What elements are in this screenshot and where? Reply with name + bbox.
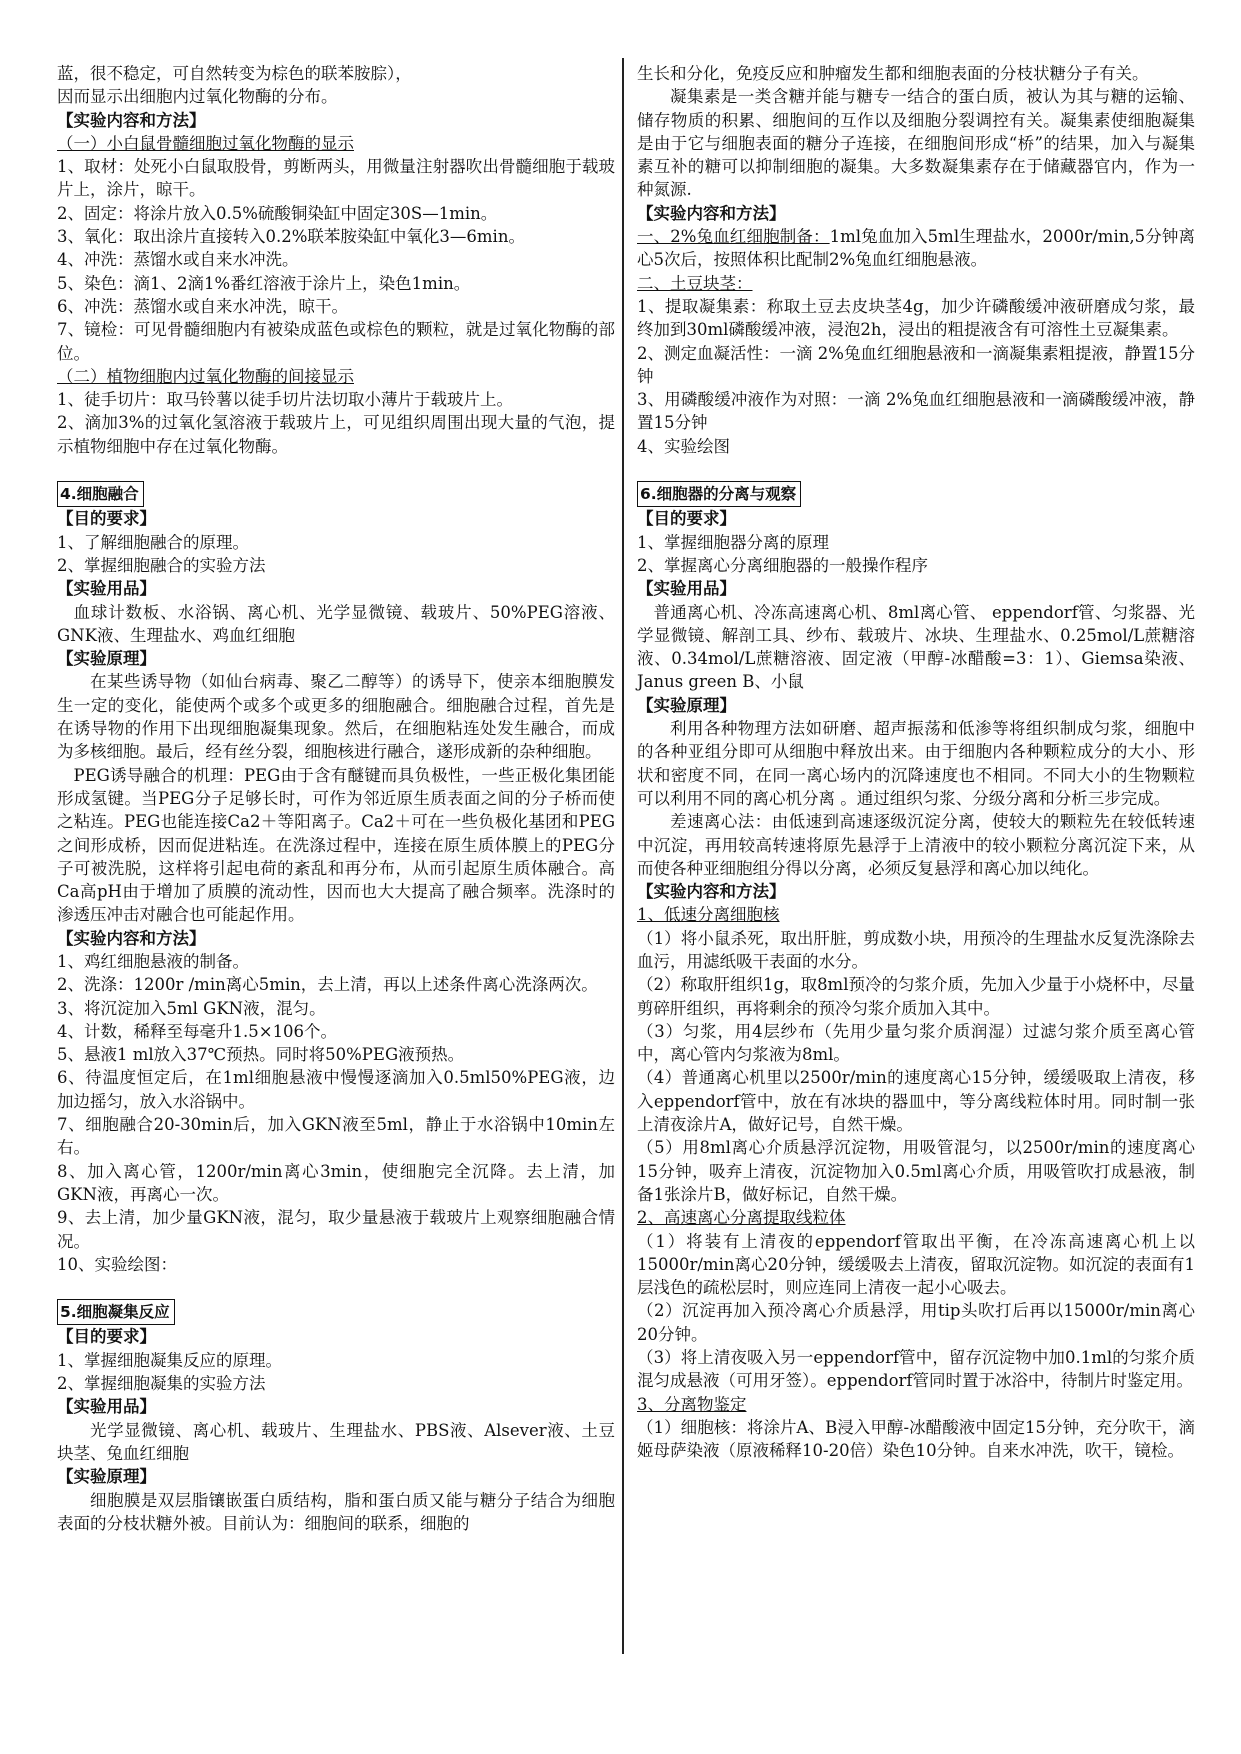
section-heading: 【实验内容和方法】 [637,203,786,223]
section-heading: 【实验用品】 [57,579,156,599]
chapter-title-box: 5.细胞凝集反应 [57,1299,175,1325]
list-item: 7、细胞融合20-30min后，加入GKN液至5ml，静止于水浴锅中10min左右。 [57,1115,615,1158]
subsection-title: 二、土豆块茎： [637,273,753,293]
list-item: （3）匀浆，用4层纱布（先用少量匀浆介质润湿）过滤匀浆介质至离心管中，离心管内匀浆液为8ml。 [637,1021,1195,1065]
list-item: 5、染色：滴1、2滴1%番红溶液于涂片上，染色1min。 [57,273,471,293]
paragraph: 凝集素是一类含糖并能与糖专一结合的蛋白质，被认为其与糖的运输、储存物质的积累、细胞间的互作以及细胞分裂调控有关。凝集素使细胞凝集是由于它与细胞表面的糖分子连接，在细胞间形成“桥”的结果，加入与凝集素互补的糖可以抑制细胞的凝集。大多数凝集素存在于储藏器官内，作为一种氮源. [637,87,1195,200]
list-item: 3、用磷酸缓冲液作为对照：一滴 2%兔血红细胞悬液和一滴磷酸缓冲液，静置15分钟 [637,390,1195,433]
list-item: 8、加入离心管，1200r/min离心3min，使细胞完全沉降。去上清，加GKN液，再离心一次。 [57,1161,615,1204]
paragraph: 利用各种物理方法如研磨、超声振荡和低渗等将组织制成匀浆，细胞中的各种亚组分即可从细胞中释放出来。由于细胞内各种颗粒成分的大小、形状和密度不同，在同一离心场内的沉降速度也不相同。不同大小的生物颗粒可以利用不同的离心机分离 。通过组织匀浆、分级分离和分析三步完成。 [637,719,1195,808]
section-heading: 【实验原理】 [637,695,736,715]
list-item: （1）细胞核：将涂片A、B浸入甲醇-冰醋酸液中固定15分钟，充分吹干，滴姬母萨染液（原液稀释10-20倍）染色10分钟。自来水冲洗，吹干，镜检。 [637,1417,1195,1461]
paragraph: 生长和分化，免疫反应和肿瘤发生都和细胞表面的分枝状糖分子有关。 [637,64,1149,83]
list-item: 5、悬液1 ml放入37℃预热。同时将50%PEG液预热。 [57,1045,465,1065]
chapter-title-box: 4.细胞融合 [57,481,144,507]
list-item: 10、实验绘图： [57,1254,177,1274]
subsection-title: （二）植物细胞内过氧化物酶的间接显示 [57,366,354,386]
list-item: 6、冲洗：蒸馏水或自来水冲洗，晾干。 [57,296,348,316]
list-item: 1、提取凝集素：称取土豆去皮块茎4g，加少许磷酸缓冲液研磨成匀浆，最终加到30ml磷酸缓冲液，浸泡2h，浸出的粗提液含有可溶性土豆凝集素。 [637,296,1195,340]
supplies-text: 血球计数板、水浴锅、离心机、光学显微镜、载玻片、50%PEG溶液、GNK液、生理盐水、鸡血红细胞 [57,602,615,645]
list-item: （1）将装有上清夜的eppendorf管取出平衡，在冷冻高速离心机上以15000r/min离心20分钟，缓缓吸去上清夜，留取沉淀物。如沉淀的表面有1层浅色的疏松层时，则应连同上清夜一起小心吸去。 [637,1231,1195,1298]
list-item: 7、镜检：可见骨髓细胞内有被染成蓝色或棕色的颗粒，就是过氧化物酶的部位。 [57,320,615,363]
supplies-text: 普通离心机、冷冻高速离心机、8ml离心管、 eppendorf管、匀浆器、光学显微镜、解剖工具、纱布、载玻片、冰块、生理盐水、0.25mol/L蔗糖溶液、0.34mol/L蔗糖溶液、固定液（甲醇-冰醋酸=3：1）、Giemsa染液、 Janus green B、小鼠 [637,602,1195,692]
list-item: 2、滴加3%的过氧化氢溶液于载玻片上，可见组织周围出现大量的气泡，提示植物细胞中存在过氧化物酶。 [57,413,615,456]
section-heading: 【目的要求】 [57,1327,156,1347]
column-divider [622,58,624,1654]
chapter-title-box: 6.细胞器的分离与观察 [637,481,801,507]
list-item: 3、氧化：取出涂片直接转入0.2%联苯胺染缸中氧化3—6min。 [57,227,525,247]
list-item: 1、徒手切片：取马铃薯以徒手切片法切取小薄片于载玻片上。 [57,390,513,410]
subsection-title: 1、低速分离细胞核 [637,905,780,925]
subsection-title: 2、高速离心分离提取线粒体 [637,1208,846,1228]
list-item: 2、固定：将涂片放入0.5%硫酸铜染缸中固定30S—1min。 [57,203,498,223]
list-item: 2、洗涤：1200r /min离心5min，去上清，再以上述条件离心洗涤两次。 [57,975,598,995]
section-heading: 【实验原理】 [57,649,156,669]
list-item: （2）沉淀再加入预冷离心介质悬浮，用tip头吹打后再以15000r/min离心20分钟。 [637,1301,1195,1344]
list-item: 2、测定血凝活性：一滴 2%兔血红细胞悬液和一滴凝集素粗提液，静置15分钟 [637,343,1195,386]
method-label: 一、2%兔血红细胞制备： [637,227,830,247]
intro-line: 蓝，很不稳定，可自然转变为棕色的联苯胺腙）， [57,64,412,83]
section-heading: 【实验内容和方法】 [57,928,206,948]
section-heading: 【实验用品】 [57,1397,156,1417]
list-item: （5）用8ml离心介质悬浮沉淀物，用吸管混匀，以2500r/min的速度离心15分钟，吸弃上清夜，沉淀物加入0.5ml离心介质，用吸管吹打成悬液，制备1张涂片B，做好标记，自然干燥。 [637,1138,1195,1204]
paragraph: PEG诱导融合的机理：PEG由于含有醚键而具负极性，一些正极化集团能形成氢键。当PEG分子足够长时，可作为邻近原生质表面之间的分子桥而使之粘连。PEG也能连接Ca2＋等阳离子。Ca2＋可在一些负极化基团和PEG之间形成桥，因而促进粘连。在洗涤过程中，连接在原生质体膜上的PEG分子可被洗脱，这样将引起电荷的紊乱和再分布，从而引起原生质体融合。高Ca高pH由于增加了质膜的流动性，因而也大大提高了融合频率。洗涤时的渗透压冲击对融合也可能起作用。 [57,765,615,925]
section-heading: 【实验内容和方法】 [57,110,206,130]
list-item: 2、掌握细胞融合的实验方法 [57,555,266,575]
list-item: 1、掌握细胞器分离的原理 [637,532,829,552]
subsection-title: （一）小白鼠骨髓细胞过氧化物酶的显示 [57,133,354,153]
list-item: （3）将上清夜吸入另一eppendorf管中，留存沉淀物中加0.1ml的匀浆介质混匀成悬液（可用牙签）。eppendorf管同时置于冰浴中，待制片时鉴定用。 [637,1348,1195,1391]
section-heading: 【目的要求】 [637,509,736,529]
list-item: 4、实验绘图 [637,436,730,456]
right-column [637,62,1195,1463]
list-item: 2、掌握细胞凝集的实验方法 [57,1374,266,1394]
left-column [57,62,615,1535]
subsection-title: 3、分离物鉴定 [637,1394,747,1414]
list-item: （4）普通离心机里以2500r/min的速度离心15分钟，缓缓吸取上清夜，移入eppendorf管中，放在有冰块的器皿中，等分离线粒体时用。同时制一张上清夜涂片A，做好记号，自然干燥。 [637,1068,1195,1135]
list-item: （1）将小鼠杀死，取出肝脏，剪成数小块，用预冷的生理盐水反复洗涤除去血污，用滤纸吸干表面的水分。 [637,928,1195,971]
list-item: 9、去上清，加少量GKN液，混匀，取少量悬液于载玻片上观察细胞融合情况。 [57,1208,615,1251]
list-item: 4、冲洗：蒸馏水或自来水冲洗。 [57,250,299,270]
list-item: 4、计数，稀释至每毫升1.5×106个。 [57,1021,338,1041]
list-item: 2、掌握离心分离细胞器的一般操作程序 [637,555,928,575]
list-item: 1、鸡红细胞悬液的制备。 [57,951,249,971]
list-item: 6、待温度恒定后，在1ml细胞悬液中慢慢逐滴加入0.5ml50%PEG液，边加边摇匀，放入水浴锅中。 [57,1068,615,1111]
list-item: 3、将沉淀加入5ml GKN液，混匀。 [57,998,326,1018]
intro-line: 因而显示出细胞内过氧化物酶的分布。 [57,87,338,107]
list-item: 1、取材：处死小白鼠取股骨，剪断两头，用微量注射器吹出骨髓细胞于载玻片上，涂片，晾干。 [57,157,615,200]
section-heading: 【实验内容和方法】 [637,882,786,902]
paragraph: 差速离心法：由低速到高速逐级沉淀分离，使较大的颗粒先在较低转速中沉淀，再用较高转速将原先悬浮于上清液中的较小颗粒分离沉淀下来，从而使各种亚细胞组分得以分离，必须反复悬浮和离心加以纯化。 [637,812,1195,878]
paragraph: 细胞膜是双层脂镶嵌蛋白质结构，脂和蛋白质又能与糖分子结合为细胞表面的分枝状糖外被。目前认为：细胞间的联系，细胞的 [57,1490,615,1533]
list-item: 1、了解细胞融合的原理。 [57,532,249,552]
supplies-text: 光学显微镜、离心机、载玻片、生理盐水、PBS液、Alsever液、土豆块茎、兔血红细胞 [57,1420,615,1463]
method-text: 1ml兔血加入5ml生理盐水，2000r/min,5分钟离心5次后，按照体积比配制2%兔血红细胞悬液。 [637,227,1195,270]
paragraph: 在某些诱导物（如仙台病毒、聚乙二醇等）的诱导下，使亲本细胞膜发生一定的变化，能使两个或多个或更多的细胞融合。细胞融合过程，首先是在诱导物的作用下出现细胞凝集现象。然后，在细胞粘连处发生融合，而成为多核细胞。最后，经有丝分裂，细胞核进行融合，遂形成新的杂种细胞。 [57,672,615,762]
section-heading: 【实验用品】 [637,579,736,599]
section-heading: 【目的要求】 [57,509,156,529]
method-item [637,225,1195,272]
section-heading: 【实验原理】 [57,1467,156,1487]
list-item: 1、掌握细胞凝集反应的原理。 [57,1350,282,1370]
list-item: （2）称取肝组织1g，取8ml预冷的匀浆介质，先加入少量于小烧杯中，尽量剪碎肝组织，再将剩余的预冷匀浆介质加入其中。 [637,975,1195,1018]
